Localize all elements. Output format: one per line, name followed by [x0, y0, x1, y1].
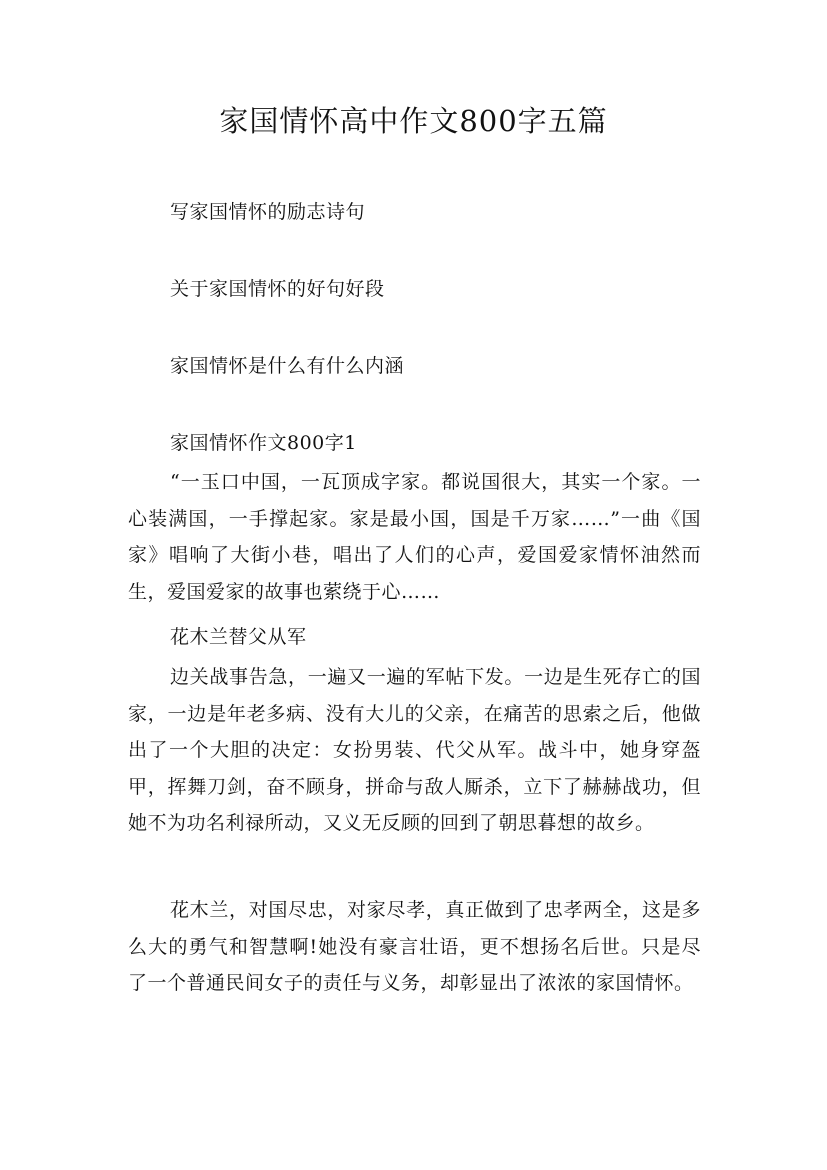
essay-heading: 家国情怀作文800字1 [170, 432, 357, 454]
related-link-meaning[interactable]: 家国情怀是什么有什么内涵 [170, 355, 405, 377]
essay-paragraph-intro: “一玉口中国，一瓦顶成字家。都说国很大，其实一个家。一心装满国，一手撑起家。家是最小国，国是千万家……”一曲《国家》唱响了大街小巷，唱出了人们的心声，爱国爱家情怀油然而生，爱国爱家的故事也萦绕于心…… [128, 471, 701, 603]
related-link-poems[interactable]: 写家国情怀的励志诗句 [170, 201, 366, 223]
essay-paragraph-story: 边关战事告急，一遍又一遍的军帖下发。一边是生死存亡的国家，一边是年老多病、没有大儿的父亲，在痛苦的思索之后，他做出了一个大胆的决定：女扮男装、代父从军。战斗中，她身穿盔甲，挥舞刀剑，奋不顾身，拼命与敌人厮杀，立下了赫赫战功，但她不为功名利禄所动，又义无反顾的回到了朝思暮想的故乡。 [128, 666, 701, 835]
document-title: 家国情怀高中作文800字五篇 [219, 104, 608, 138]
related-link-sentences[interactable]: 关于家国情怀的好句好段 [170, 278, 385, 300]
section-heading: 花木兰替父从军 [170, 626, 307, 648]
essay-paragraph-conclusion: 花木兰，对国尽忠，对家尽孝，真正做到了忠孝两全，这是多么大的勇气和智慧啊!她没有豪言壮语，更不想扬名后世。只是尽了一个普通民间女子的责任与义务，却彰显出了浓浓的家国情怀。 [128, 899, 701, 995]
